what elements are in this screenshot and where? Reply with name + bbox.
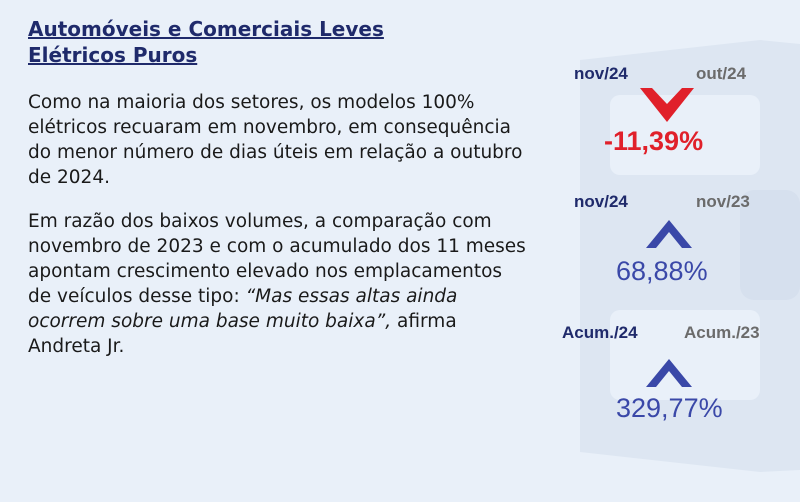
- attribution-text: afirma Andreta Jr.: [28, 311, 457, 357]
- metric-value: -11,39%: [604, 126, 704, 156]
- metric-value: 68,88%: [616, 256, 708, 286]
- metric-value: 329,77%: [616, 393, 723, 423]
- quote-text: “Mas essas altas ainda ocorrem sobre uma base muito baixa”,: [28, 286, 458, 332]
- up-arrow-icon: [646, 218, 692, 252]
- title-line-2: Elétricos Puros: [28, 43, 198, 67]
- metric-nov24-vs-out24: [560, 64, 780, 156]
- paragraph-2: [28, 209, 528, 359]
- paragraph-2-text: Em razão dos baixos volumes, a comparação com novembro de 2023 e com o acumulado dos 11 meses apontam crescimento elevado nos emplacamentos de veículos desse tipo:: [28, 211, 526, 307]
- metric-labels: [560, 323, 780, 345]
- metric-right-label: Acum./23: [684, 323, 760, 342]
- metric-left-label: Acum./24: [562, 323, 638, 342]
- page-title: [28, 16, 508, 68]
- metric-acum24-vs-acum23: [560, 323, 780, 423]
- metric-right-label: nov/23: [696, 192, 750, 211]
- up-arrow-icon: [646, 357, 692, 391]
- metric-right-label: out/24: [696, 64, 747, 83]
- down-arrow-icon: [640, 84, 694, 126]
- metric-nov24-vs-nov23: [560, 192, 780, 286]
- title-line-1: Automóveis e Comerciais Leves: [28, 17, 384, 41]
- body-text: [28, 90, 528, 378]
- metric-labels: [560, 64, 780, 86]
- metric-left-label: nov/24: [574, 64, 628, 83]
- metric-labels: [560, 192, 780, 214]
- paragraph-1: Como na maioria dos setores, os modelos 100% elétricos recuaram em novembro, em consequência do menor número de dias úteis em relação a outubro de 2024.: [28, 92, 523, 188]
- metric-left-label: nov/24: [574, 192, 628, 211]
